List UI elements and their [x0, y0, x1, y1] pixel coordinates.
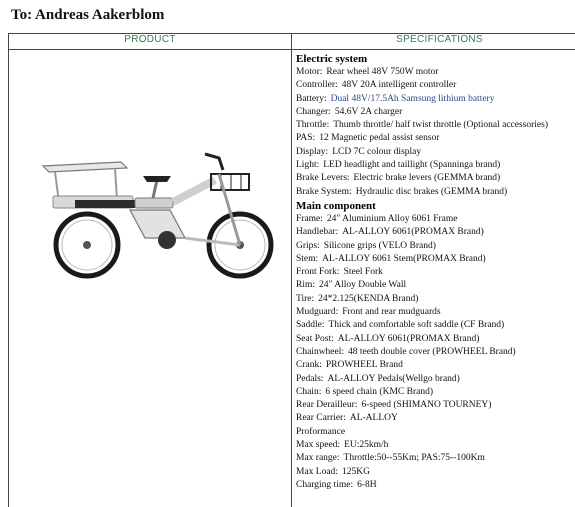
column-header-product: PRODUCT: [9, 34, 292, 50]
spec-row: [296, 386, 575, 399]
spec-row: [296, 240, 575, 253]
spec-value: Rear wheel 48V 750W motor: [326, 67, 439, 77]
spec-label: Proformance: [296, 426, 346, 437]
spec-label: Rear Carrier:: [296, 413, 346, 424]
spec-label: PAS:: [296, 133, 316, 144]
spec-label: Chain:: [296, 386, 322, 397]
specification-list: [296, 52, 575, 492]
spec-value: Electric brake levers (GEMMA brand): [353, 173, 501, 184]
spec-value: PROWHEEL Brand: [325, 360, 403, 371]
spec-row: [296, 333, 575, 346]
section-heading: Electric system: [296, 53, 368, 65]
spec-label: Stem:: [296, 253, 319, 264]
spec-row: [296, 119, 575, 132]
spec-label: Tire:: [296, 293, 315, 304]
spec-value: 54.6V 2A charger: [334, 106, 403, 117]
spec-label: Display:: [296, 146, 329, 157]
spec-value: 12 Magnetic pedal assist sensor: [319, 133, 440, 144]
spec-row: [296, 66, 575, 79]
specifications-cell: [292, 50, 575, 507]
spec-row: [296, 412, 575, 425]
spec-row: [296, 346, 575, 359]
spec-row: [296, 306, 575, 319]
product-cell: [9, 50, 292, 507]
spec-value: AL-ALLOY 6061(PROMAX Brand): [337, 333, 480, 344]
spec-row: [296, 186, 575, 199]
spec-label: Seat Post:: [296, 333, 334, 344]
spec-label: Frame:: [296, 213, 323, 224]
table-body-row: [9, 50, 575, 507]
spec-value: EU:25km/h: [344, 440, 389, 451]
spec-label: Rear Derailleur:: [296, 400, 358, 411]
spec-label: Crank:: [296, 360, 322, 371]
spec-row: [296, 373, 575, 386]
spec-label: Pedals:: [296, 373, 324, 384]
spec-label: Chainwheel:: [296, 346, 345, 357]
spec-value: Throttle:50--55Km; PAS:75--100Km: [343, 453, 485, 464]
spec-value: Hydraulic disc brakes (GEMMA brand): [355, 186, 508, 197]
spec-value: Thumb throttle/ half twist throttle (Optional accessories): [333, 120, 549, 131]
spec-label: Max speed:: [296, 440, 341, 451]
spec-label: Max Load:: [296, 466, 338, 477]
spec-row: [296, 253, 575, 266]
spec-value: AL-ALLOY 6061 Stem(PROMAX Brand): [322, 253, 486, 264]
spec-label: Max range:: [296, 453, 340, 464]
spec-row: [296, 452, 575, 465]
cargo-bike-image: [35, 140, 275, 280]
spec-row: [296, 319, 575, 332]
spec-row: [296, 426, 575, 439]
spec-label: Brake Levers:: [296, 173, 350, 184]
spec-value: Steel Fork: [343, 267, 383, 278]
spec-value: Thick and comfortable soft saddle (CF Brand): [328, 320, 505, 331]
spec-label: Battery:: [296, 93, 327, 104]
spec-value: 6 speed chain (KMC Brand): [325, 386, 433, 397]
spec-value: LCD 7C colour display: [332, 146, 422, 157]
spec-label: Light:: [296, 160, 320, 171]
spec-label: Saddle:: [296, 320, 325, 331]
spec-value: AL-ALLOY: [349, 413, 398, 424]
spec-label: Controller:: [296, 80, 338, 91]
spec-row: [296, 106, 575, 119]
spec-value: AL-ALLOY 6061(PROMAX Brand): [342, 227, 484, 238]
spec-row: [296, 359, 575, 372]
spec-row: [296, 172, 575, 185]
spec-label: Charging time:: [296, 479, 354, 490]
spec-label: Changer:: [296, 106, 331, 117]
spec-label: Brake System:: [296, 186, 352, 197]
spec-label: Throttle:: [296, 120, 330, 131]
spec-label: Handlebar:: [296, 227, 339, 238]
spec-label: Motor:: [296, 67, 323, 77]
spec-value: 6-8H: [357, 479, 377, 490]
spec-label: Front Fork:: [296, 267, 340, 278]
column-header-specifications: SPECIFICATIONS: [292, 34, 575, 50]
spec-row: [296, 146, 575, 159]
spec-row: [296, 266, 575, 279]
spec-row: [296, 466, 575, 479]
spec-row: [296, 399, 575, 412]
spec-row: [296, 79, 575, 92]
spec-table: [8, 33, 575, 507]
spec-value: 6-speed (SHIMANO TOURNEY): [361, 400, 492, 411]
spec-value: 48V 20A intelligent controller: [341, 80, 457, 91]
table-header-row: [9, 34, 575, 50]
spec-row: [296, 213, 575, 226]
spec-label: Grips:: [296, 240, 320, 251]
spec-value: 125KG: [341, 466, 370, 477]
spec-value: 24*2.125(KENDA Brand): [318, 293, 419, 304]
spec-value: Silicone grips (VELO Brand): [323, 240, 436, 251]
spec-row: [296, 93, 575, 106]
spec-value: LED headlight and taillight (Spanninga brand): [323, 160, 501, 171]
spec-row: [296, 226, 575, 239]
spec-value: 24" Aluminium Alloy 6061 Frame: [326, 213, 458, 224]
spec-value: AL-ALLOY Pedals(Wellgo brand): [327, 373, 460, 384]
spec-label: Mudguard:: [296, 307, 339, 318]
section-heading: Main component: [296, 199, 376, 212]
spec-value: 24" Alloy Double Wall: [319, 280, 407, 291]
spec-value: Dual 48V/17.5Ah Samsung lithium battery: [330, 93, 495, 104]
recipient-title: To: Andreas Aakerblom: [11, 7, 165, 23]
spec-label: Rim:: [296, 280, 316, 291]
spec-value: 48 teeth double cover (PROWHEEL Brand): [348, 346, 516, 357]
spec-row: [296, 439, 575, 452]
spec-row: [296, 479, 575, 492]
spec-value: Front and rear mudguards: [342, 307, 441, 318]
spec-row: [296, 293, 575, 306]
spec-row: [296, 132, 575, 145]
spec-row: [296, 279, 575, 292]
spec-row: [296, 159, 575, 172]
